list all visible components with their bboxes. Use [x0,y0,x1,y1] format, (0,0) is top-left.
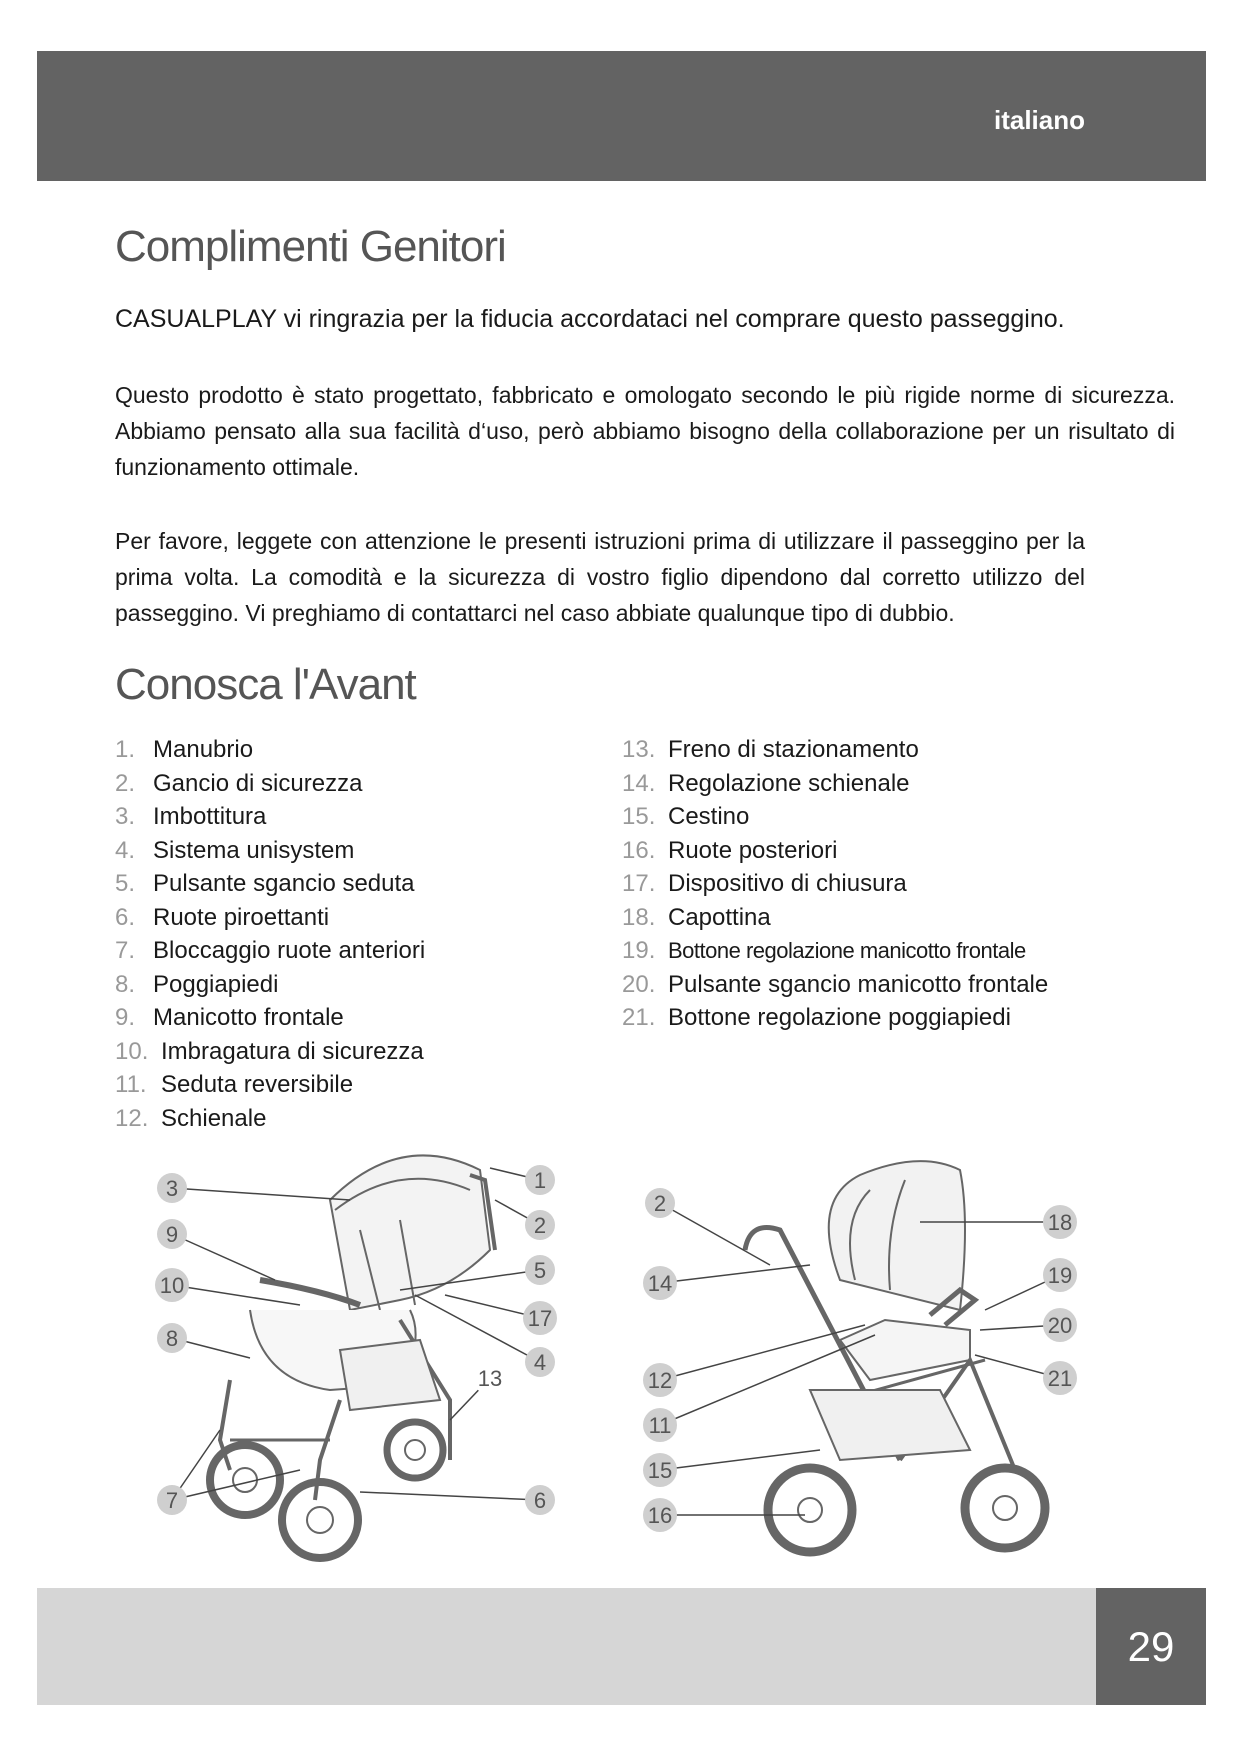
list-item [115,1035,425,1069]
header-bar [37,51,1206,181]
item-number: 18. [622,903,656,931]
callout-12: 12 [647,1368,673,1393]
list-item [115,834,425,868]
callout-16: 16 [647,1503,673,1528]
list-item [622,968,1048,1002]
list-item [115,1001,425,1035]
list-item [115,767,425,801]
item-label: Manicotto frontale [153,1004,344,1031]
callout-7: 7 [165,1488,179,1513]
list-item [115,1102,425,1136]
paragraph-instructions: Per favore, leggete con attenzione le presenti istruzioni prima di utilizzare il passeggino per la prima volta. La comodità e la sicurezza di vostro figlio dipendono dal corretto utilizzo del passeggino. Vi preghiamo di contattarci nel caso abbiate qualunque tipo di dubbio. [115,528,1085,626]
item-number: 20. [622,970,656,998]
callout-13: 13 [477,1366,503,1391]
item-label: Sistema unisystem [153,836,355,864]
list-item [115,934,425,968]
item-number: 12. [115,1104,149,1132]
leader-line [360,1492,540,1500]
leader-line [172,1188,350,1200]
item-label: Ruote piroettanti [153,903,330,931]
callout-2: 2 [653,1191,667,1216]
callout-8: 8 [165,1326,179,1351]
callout-1: 1 [533,1168,547,1193]
leader-line [172,1285,300,1305]
list-item [622,767,1048,801]
item-label: Manubrio [153,736,254,763]
item-number: 17. [622,870,656,897]
item-label: Imbragatura di sicurezza [161,1037,424,1065]
callout-15: 15 [647,1458,673,1483]
item-number: 3. [115,803,136,830]
item-number: 4. [115,836,136,864]
item-label: Imbottitura [153,803,267,830]
callout-19: 19 [1047,1263,1073,1288]
item-number: 14. [622,769,656,797]
item-label: Regolazione schienale [668,769,910,797]
list-item [622,901,1048,935]
stroller-front-diagram [150,1140,570,1585]
item-label: Dispositivo di chiusura [668,870,907,897]
callout-9: 9 [165,1222,179,1247]
item-number: 8. [115,970,136,998]
item-label: Bloccaggio ruote anteriori [153,937,426,964]
leader-line [660,1265,810,1283]
item-number: 13. [622,736,656,763]
list-item [622,867,1048,901]
list-item [622,1001,1048,1035]
item-label: Poggiapiedi [153,970,279,998]
item-number: 9. [115,1004,136,1031]
language-label: italiano [993,105,1085,135]
list-item [622,834,1048,868]
item-label: Cestino [668,803,750,830]
item-label: Capottina [668,903,771,931]
callout-5: 5 [533,1258,547,1283]
parts-list-right [622,733,1048,1035]
item-number: 2. [115,769,136,797]
section-title-parts: Conosca l'Avant [115,660,416,709]
list-item [622,934,1048,968]
callout-21: 21 [1047,1366,1073,1391]
item-label: Schienale [161,1104,267,1132]
item-number: 11. [115,1071,147,1098]
paragraph-safety: Questo prodotto è stato progettato, fabbricato e omologato secondo le più rigide norme di sicurezza. Abbiamo pensato alla sua facilità d‘uso, però abbiamo bisogno della collaborazione per un risultato di funzionamento ottimale. [115,382,1175,480]
callout-18: 18 [1047,1210,1073,1235]
footer-bar [37,1588,1096,1705]
item-label: Bottone regolazione manicotto frontale [668,938,1026,963]
item-label: Bottone regolazione poggiapiedi [668,1004,1011,1031]
item-number: 6. [115,903,136,931]
stroller-side-diagram [640,1140,1100,1585]
item-number: 16. [622,836,656,864]
list-item [622,800,1048,834]
item-label: Ruote posteriori [668,836,838,864]
section-title-greeting: Complimenti Genitori [115,222,506,271]
list-item [115,733,425,767]
list-item [622,733,1048,767]
item-label: Pulsante sgancio seduta [153,870,415,897]
callout-2: 2 [533,1213,547,1238]
stroller-front-drawing [150,1140,570,1585]
item-number: 5. [115,870,136,897]
list-item [115,800,425,834]
item-label: Freno di stazionamento [668,736,919,763]
list-item [115,968,425,1002]
stroller-side-drawing [640,1140,1100,1585]
parts-list-left [115,733,425,1135]
item-label: Pulsante sgancio manicotto frontale [668,970,1049,998]
item-number: 10. [115,1037,149,1065]
list-item [115,1068,425,1102]
leader-line [172,1234,275,1280]
list-item [115,901,425,935]
item-label: Gancio di sicurezza [153,769,363,797]
item-label: Seduta reversibile [161,1071,354,1098]
page-number: 29 [1096,1588,1206,1705]
item-number: 15. [622,803,656,830]
callout-20: 20 [1047,1313,1073,1338]
callout-3: 3 [165,1176,179,1201]
callout-4: 4 [533,1350,547,1375]
item-number: 21. [622,1004,656,1031]
callout-6: 6 [533,1488,547,1513]
item-number: 19. [622,937,656,964]
item-number: 1. [115,736,136,763]
item-number: 7. [115,937,136,964]
callout-10: 10 [159,1273,185,1298]
intro-text: CASUALPLAY vi ringrazia per la fiducia accordataci nel comprare questo passeggino. [115,305,1065,333]
callout-17: 17 [527,1306,553,1331]
leader-line [415,1295,540,1362]
callout-14: 14 [647,1271,673,1296]
list-item [115,867,425,901]
callout-11: 11 [648,1413,672,1438]
